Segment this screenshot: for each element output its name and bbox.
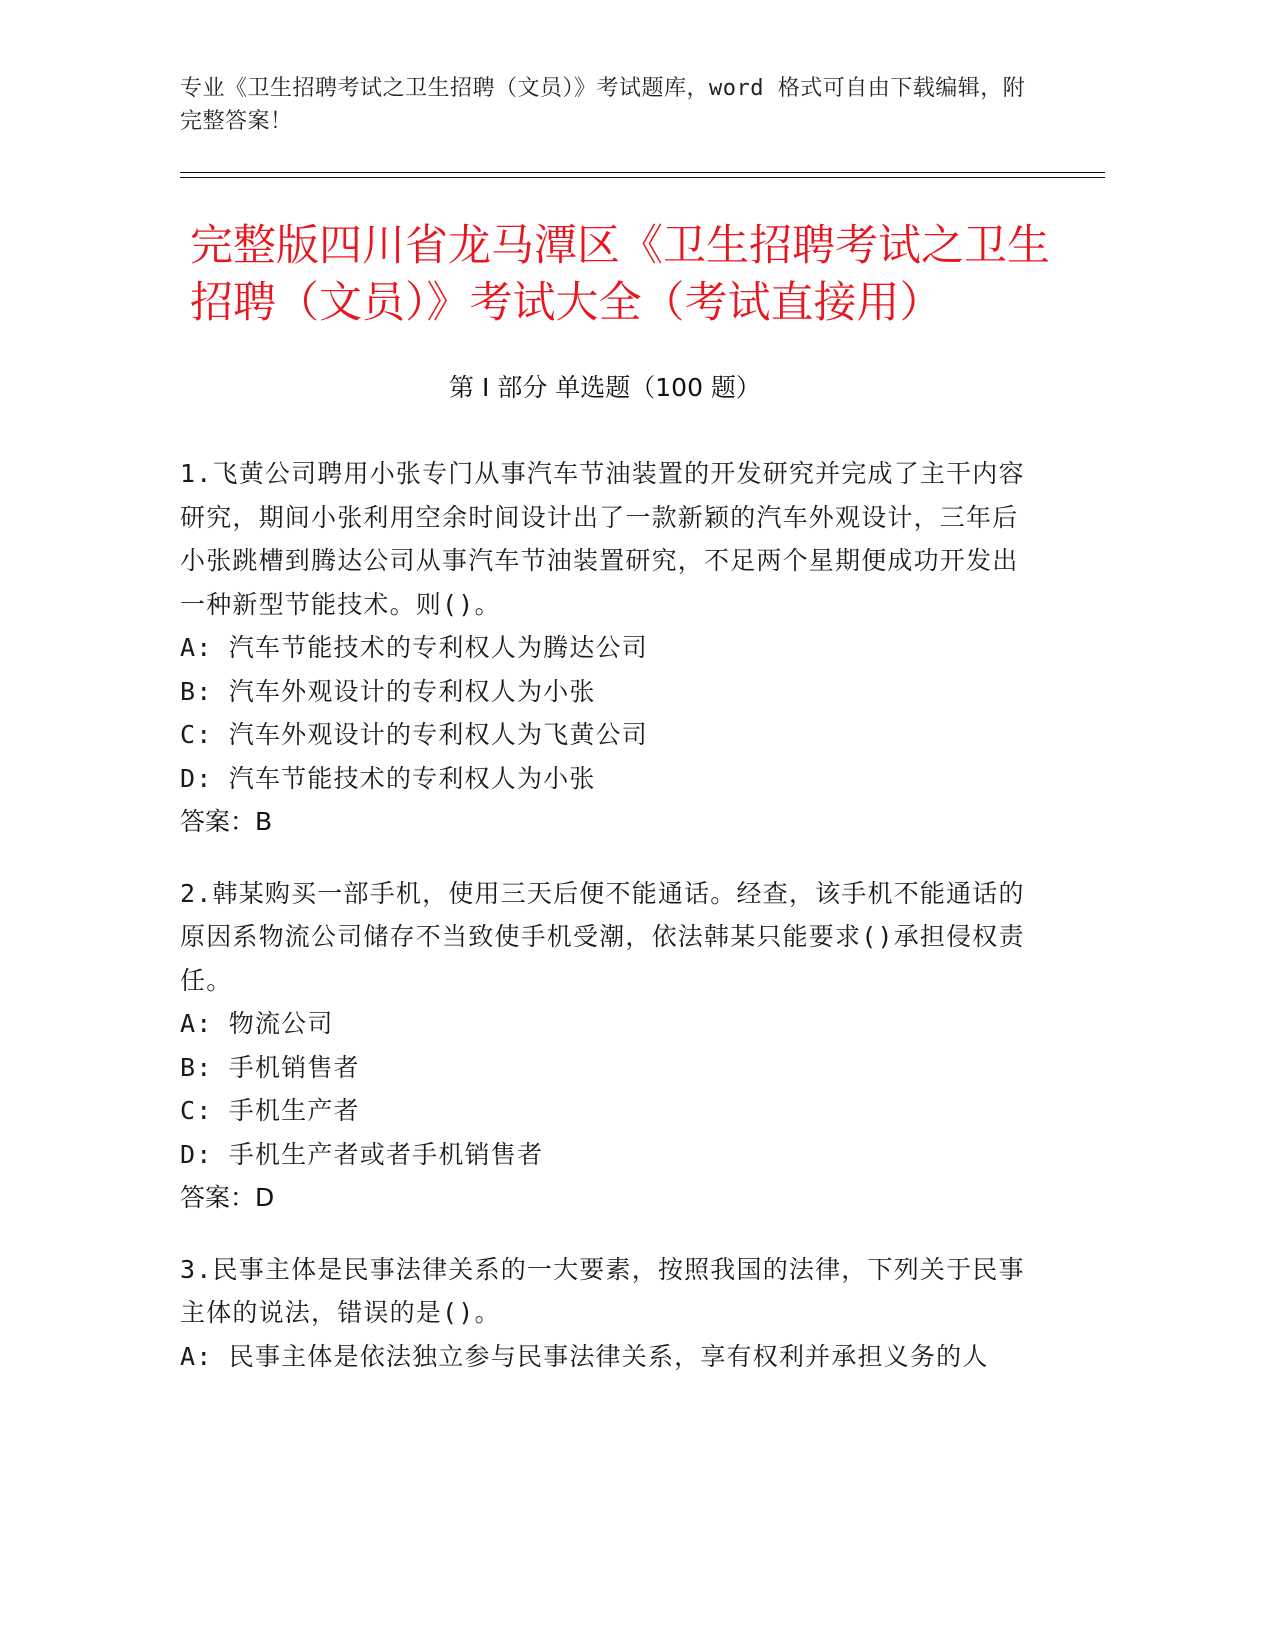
section-title: 第 I 部分 单选题（100 题） bbox=[449, 373, 761, 402]
document-title: 完整版四川省龙马潭区《卫生招聘考试之卫生招聘（文员）》考试大全（考试直接用） bbox=[190, 221, 1050, 328]
header-divider-bottom bbox=[180, 177, 1105, 178]
option-a: A: 民事主体是依法独立参与民事法律关系，享有权利并承担义务的人 bbox=[180, 1341, 989, 1371]
question-item bbox=[180, 872, 1040, 1220]
answer-text: 答案：D bbox=[180, 1183, 275, 1212]
option-a: A: 物流公司 bbox=[180, 1009, 334, 1038]
option-b: B: 手机销售者 bbox=[180, 1052, 360, 1082]
option-c: C: 汽车外观设计的专利权人为飞黄公司 bbox=[180, 720, 648, 749]
question-item bbox=[180, 452, 1040, 844]
question-item bbox=[180, 1248, 1040, 1379]
option-d: D: 汽车节能技术的专利权人为小张 bbox=[180, 763, 596, 793]
header-intro-text: 专业《卫生招聘考试之卫生招聘（文员）》考试题库，word 格式可自由下载编辑，附完整答案！ bbox=[180, 76, 1026, 134]
answer-text: 答案：B bbox=[180, 807, 273, 836]
question-stem: 2.韩某购买一部手机，使用三天后便不能通话。经查，该手机不能通话的原因系物流公司储存不当致使手机受潮，依法韩某只能要求()承担侵权责任。 bbox=[180, 878, 1025, 995]
option-c: C: 手机生产者 bbox=[180, 1096, 360, 1125]
option-a: A: 汽车节能技术的专利权人为腾达公司 bbox=[180, 633, 648, 662]
question-stem: 3.民事主体是民事法律关系的一大要素，按照我国的法律，下列关于民事主体的说法，错误的是()。 bbox=[180, 1254, 1025, 1327]
question-list bbox=[180, 452, 1040, 1406]
option-d: D: 手机生产者或者手机销售者 bbox=[180, 1139, 544, 1169]
option-b: B: 汽车外观设计的专利权人为小张 bbox=[180, 676, 596, 706]
header-divider-top bbox=[180, 172, 1105, 173]
question-stem: 1.飞黄公司聘用小张专门从事汽车节油装置的开发研究并完成了主干内容研究，期间小张利用空余时间设计出了一款新颖的汽车外观设计，三年后小张跳槽到腾达公司从事汽车节油装置研究，不足两个星期便成功开发出一种新型节能技术。则()。 bbox=[180, 459, 1025, 619]
